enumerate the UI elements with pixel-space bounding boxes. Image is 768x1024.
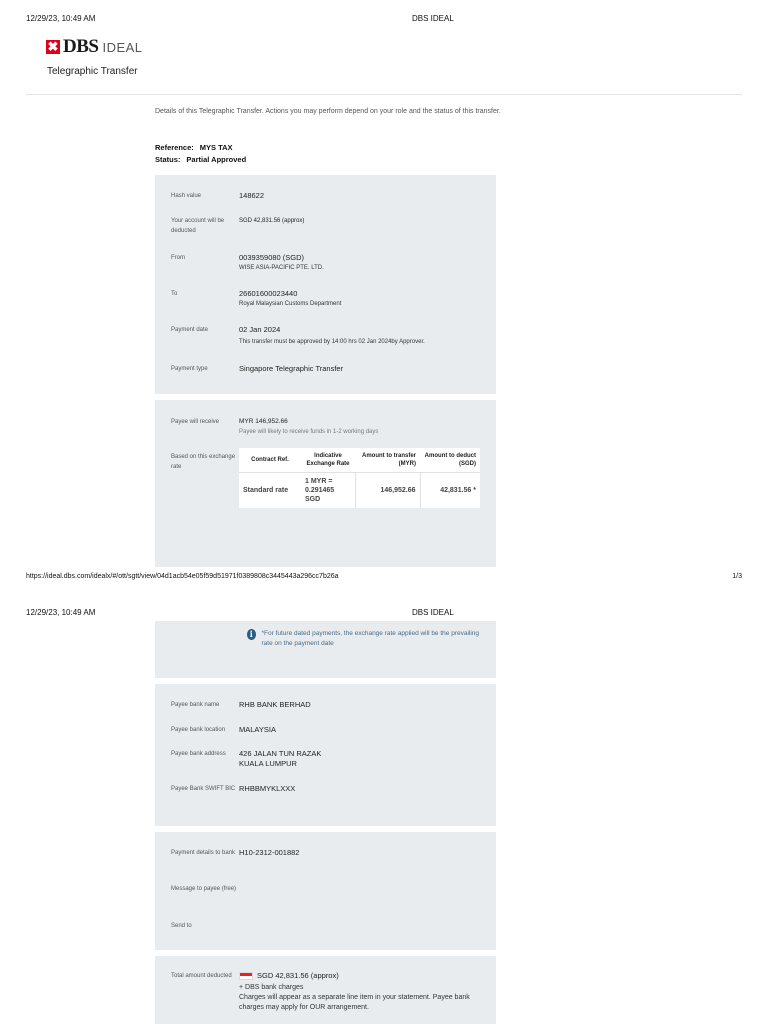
print-page-number: 1/3 [732, 573, 742, 580]
send-to-label: Send to [171, 923, 192, 929]
col-contract-ref: Contract Ref. [239, 448, 301, 473]
info-icon: i [247, 629, 256, 640]
reference-label: Reference: [155, 143, 194, 152]
bank-name-value: RHB BANK BERHAD [239, 700, 311, 709]
total-value [239, 971, 489, 1013]
total-amount: SGD 42,831.56 (approx) [257, 971, 339, 980]
reference-value: MYS TAX [199, 143, 233, 152]
dbs-logo [46, 38, 143, 56]
cell-contract-ref: Standard rate [243, 487, 289, 494]
col-exchange-rate: Indicative Exchange Rate [301, 448, 355, 473]
total-label: Total amount deducted [171, 973, 232, 979]
payee-receive-panel [155, 400, 496, 567]
exchange-rate-table [239, 448, 480, 508]
to-name: Royal Malaysian Customs Department [239, 301, 342, 307]
deduct-label: Your account will be deducted [171, 218, 225, 234]
from-name: WISE ASIA-PACIFIC PTE. LTD. [239, 265, 324, 271]
payee-receive-amount: MYR 146,952.66 [239, 418, 288, 425]
swift-value: RHBBMYKLXXX [239, 784, 296, 793]
hash-label: Hash value [171, 193, 202, 199]
print-header [0, 14, 768, 28]
payee-receive-label: Payee will receive [171, 419, 220, 425]
table-row [239, 473, 480, 509]
bank-address-line1: 426 JALAN TUN RAZAK [239, 749, 322, 758]
table-header-row [239, 448, 480, 473]
swift-label: Payee Bank SWIFT BIC [171, 786, 236, 792]
approval-deadline-note: This transfer must be approved by 14:00 hrs 02 Jan 2024by Approver. [239, 339, 425, 345]
bank-address-line2: KUALA LUMPUR [239, 759, 297, 768]
brand-name: DBS [63, 36, 99, 57]
status-label: Status: [155, 155, 181, 164]
payment-type-value: Singapore Telegraphic Transfer [239, 364, 344, 373]
payment-details-panel [155, 832, 496, 950]
bank-address-value [239, 749, 489, 769]
col-amount-transfer: Amount to transfer (MYR) [355, 448, 420, 473]
col-amount-deduct: Amount to deduct (SGD) [420, 448, 480, 473]
exchange-rate-label: Based on this exchange rate [171, 454, 236, 470]
payment-details-value: H10-2312-001882 [239, 848, 300, 857]
bank-location-value: MALAYSIA [239, 725, 276, 734]
hash-value: 148622 [239, 191, 265, 200]
bank-name-label: Payee bank name [171, 702, 220, 708]
from-label: From [171, 255, 185, 261]
print-url: https://ideal.dbs.com/idealx/#/ott/sgtt/view/04d1acb54e05f59d51971f0389808c3445443a296cc7b26a [26, 573, 339, 580]
to-value [239, 289, 489, 309]
page-title: Telegraphic Transfer [47, 66, 138, 77]
dbs-star-icon: ✖ [47, 39, 59, 54]
rate-note [247, 629, 487, 649]
bank-charges: + DBS bank charges [239, 984, 304, 991]
to-account: 26601600023440 [239, 289, 298, 298]
rate-note-text: *For future dated payments, the exchange rate applied will be the prevailing rate on the payment date [261, 630, 480, 647]
cell-amount-deduct: 42,831.56 * [420, 473, 480, 509]
print-datetime: 12/29/23, 10:49 AM [26, 608, 96, 617]
cell-amount-transfer: 146,952.66 [355, 473, 420, 509]
cell-exchange-rate: 1 MYR = 0.291465 SGD [305, 478, 335, 503]
product-name: IDEAL [102, 39, 143, 55]
header-divider [26, 94, 742, 95]
charges-note: Charges will appear as a separate line item in your statement. Payee bank charges may apply for OUR arrangement. [239, 994, 470, 1011]
payment-details-label: Payment details to bank [171, 850, 236, 856]
bank-location-label: Payee bank location [171, 727, 226, 733]
deduct-value: SGD 42,831.56 (approx) [239, 218, 305, 224]
total-panel [155, 956, 496, 1024]
payment-date-label: Payment date [171, 327, 209, 333]
singapore-flag-icon [239, 972, 253, 980]
payment-date-value [239, 325, 489, 347]
total-amount-line [239, 971, 489, 981]
intro-text: Details of this Telegraphic Transfer. Actions you may perform depend on your role and the status of this transfer. [155, 108, 501, 115]
print-title: DBS IDEAL [412, 14, 454, 23]
print-datetime: 12/29/23, 10:49 AM [26, 14, 96, 23]
payee-bank-panel [155, 684, 496, 826]
to-label: To [171, 291, 178, 297]
bank-address-label: Payee bank address [171, 751, 226, 757]
rate-note-panel [155, 621, 496, 678]
from-account: 0039359080 (SGD) [239, 253, 305, 262]
payee-receive-note: Payee will likely to receive funds in 1-2 working days [239, 429, 379, 435]
transfer-details-panel [155, 175, 496, 394]
payee-receive-value [239, 417, 489, 437]
print-title: DBS IDEAL [412, 608, 454, 617]
status-line [155, 155, 246, 164]
message-label: Message to payee (free) [171, 886, 237, 892]
payment-type-label: Payment type [171, 366, 208, 372]
payment-date: 02 Jan 2024 [239, 325, 281, 334]
from-value [239, 253, 489, 273]
reference-line [155, 143, 233, 152]
print-header-page2 [0, 608, 768, 622]
status-value: Partial Approved [186, 155, 247, 164]
